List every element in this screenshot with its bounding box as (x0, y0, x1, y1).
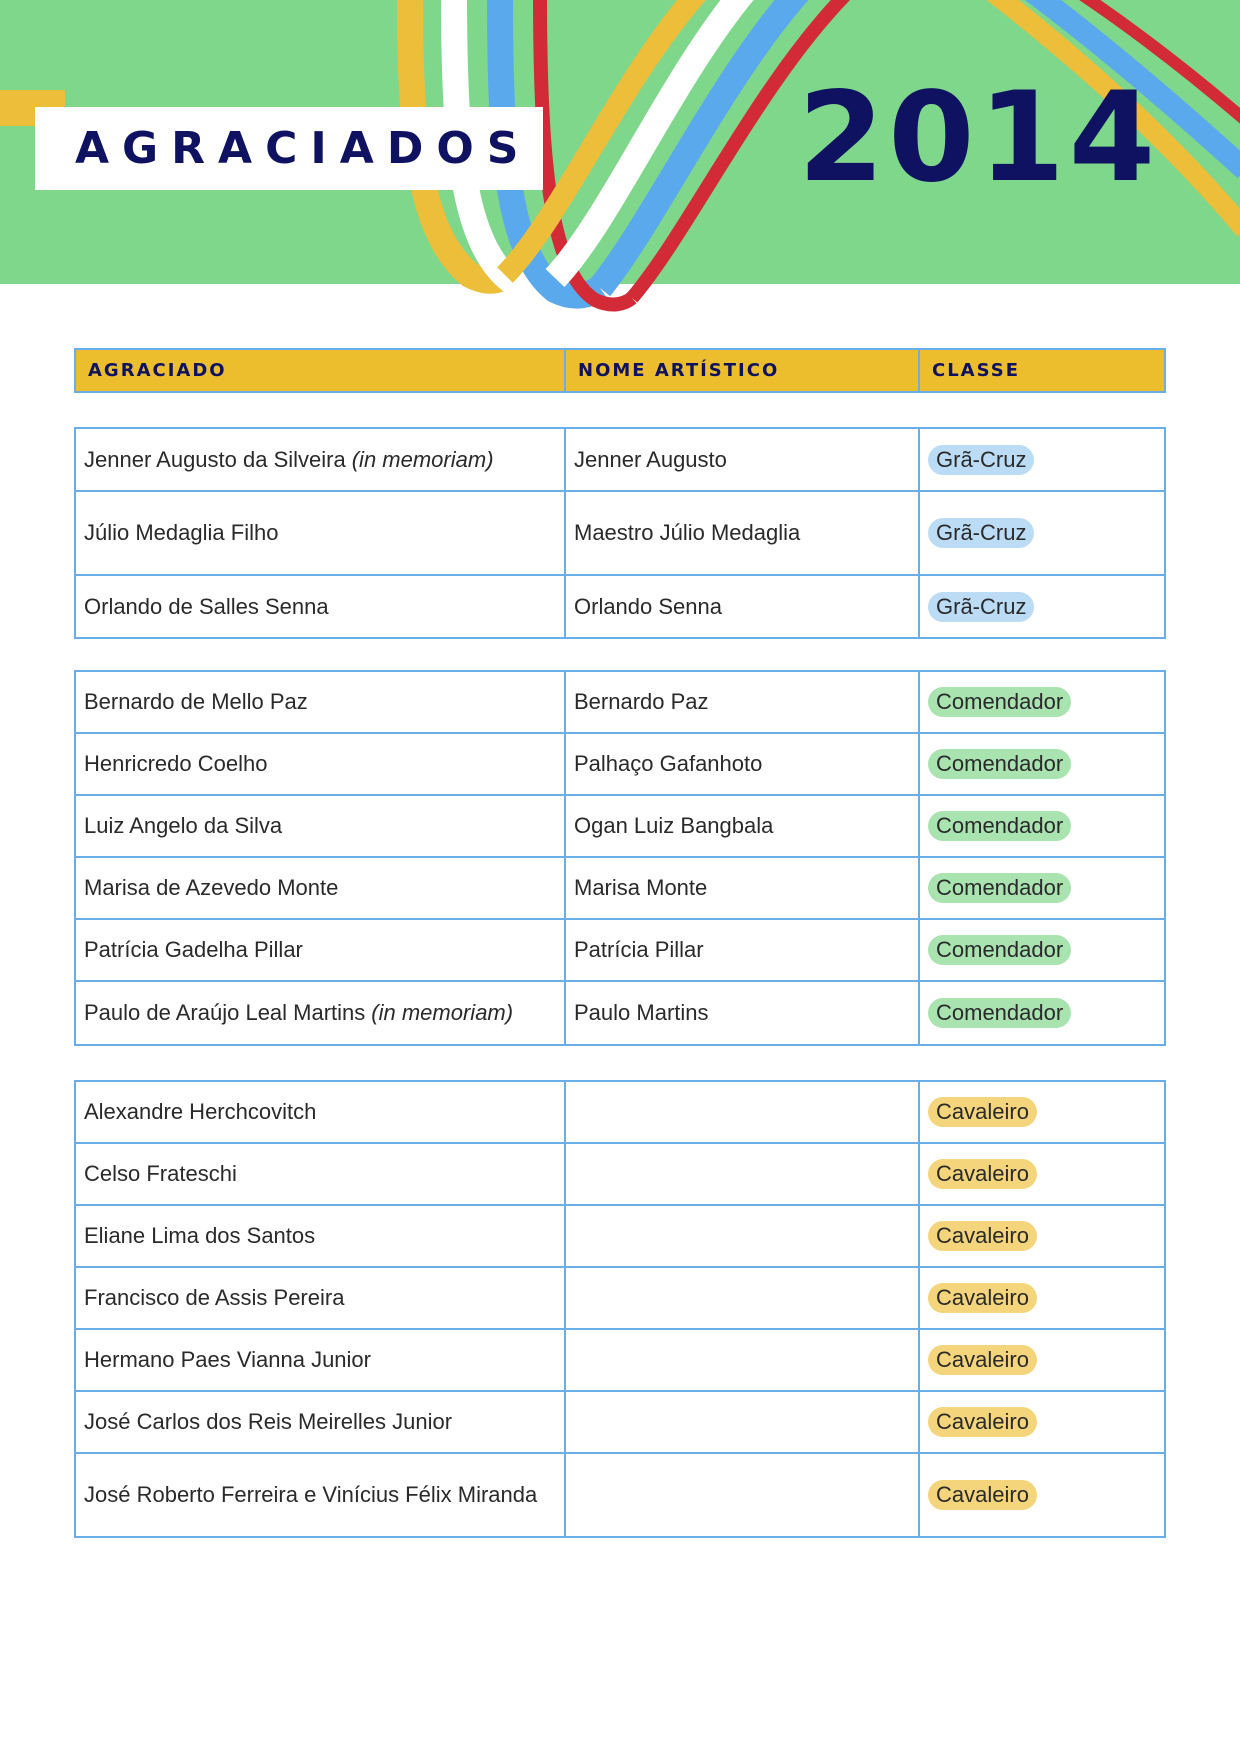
name-text: Paulo de Araújo Leal Martins (84, 1000, 366, 1025)
cell-agraciado: Orlando de Salles Senna (84, 593, 329, 619)
class-badge: Cavaleiro (928, 1159, 1037, 1189)
cell-classe (918, 429, 1164, 490)
class-badge: Comendador (928, 749, 1071, 779)
cell-nome-artistico (564, 1082, 918, 1142)
column-header-classe: CLASSE (918, 350, 1164, 391)
table-row (76, 858, 1164, 920)
cell-nome-artistico (564, 1330, 918, 1390)
cell-agraciado: Hermano Paes Vianna Junior (84, 1347, 371, 1372)
class-badge: Cavaleiro (928, 1221, 1037, 1251)
cell-agraciado: Júlio Medaglia Filho (84, 520, 279, 545)
memoriam-note: (in memoriam) (371, 1000, 514, 1025)
cell-agraciado: Patrícia Gadelha Pillar (84, 937, 303, 962)
cell-nome-artistico: Jenner Augusto (564, 429, 918, 490)
table-row (76, 1392, 1164, 1454)
cell-classe (918, 1392, 1164, 1452)
cell-nome-artistico (564, 1454, 918, 1536)
table-row (76, 1454, 1164, 1536)
cell-agraciado (76, 429, 564, 490)
name-text: Jenner Augusto da Silveira (84, 446, 346, 472)
cell-agraciado: Luiz Angelo da Silva (84, 813, 283, 838)
class-badge: Grã-Cruz (928, 592, 1034, 622)
table-group-comendador (74, 670, 1166, 1046)
page-title: AGRACIADOS (75, 123, 532, 174)
cell-nome-artistico (564, 1268, 918, 1328)
cell-classe (918, 576, 1164, 637)
cell-classe (918, 1454, 1164, 1536)
cell-nome-artistico: Orlando Senna (564, 576, 918, 637)
table-row (76, 982, 1164, 1044)
class-badge: Comendador (928, 873, 1071, 903)
cell-agraciado: Marisa de Azevedo Monte (84, 875, 339, 900)
cell-agraciado: Francisco de Assis Pereira (84, 1285, 345, 1310)
cell-nome-artistico (564, 1206, 918, 1266)
class-badge: Cavaleiro (928, 1283, 1037, 1313)
table-row (76, 1082, 1164, 1144)
table-row (76, 672, 1164, 734)
class-badge: Comendador (928, 998, 1071, 1028)
table-row (76, 920, 1164, 982)
title-box (35, 107, 543, 190)
class-badge: Cavaleiro (928, 1407, 1037, 1437)
cell-classe (918, 734, 1164, 794)
cell-agraciado (76, 982, 564, 1044)
table-row (76, 1206, 1164, 1268)
cell-classe (918, 1206, 1164, 1266)
memoriam-note: (in memoriam) (351, 446, 494, 472)
cell-classe (918, 672, 1164, 732)
table-row (76, 576, 1164, 637)
column-header-agraciado: AGRACIADO (88, 360, 227, 381)
cell-nome-artistico: Paulo Martins (564, 982, 918, 1044)
table-row (76, 429, 1164, 492)
cell-nome-artistico (564, 1392, 918, 1452)
column-header-nome-artistico: NOME ARTÍSTICO (564, 350, 918, 391)
cell-agraciado: Alexandre Herchcovitch (84, 1099, 317, 1124)
table-header (74, 348, 1166, 393)
cell-classe (918, 796, 1164, 856)
cell-nome-artistico: Bernardo Paz (564, 672, 918, 732)
cell-agraciado: Eliane Lima dos Santos (84, 1223, 316, 1248)
class-badge: Cavaleiro (928, 1480, 1037, 1510)
table-row (76, 1268, 1164, 1330)
class-badge: Cavaleiro (928, 1345, 1037, 1375)
class-badge: Grã-Cruz (928, 445, 1034, 475)
cell-classe (918, 1268, 1164, 1328)
class-badge: Comendador (928, 687, 1071, 717)
cell-classe (918, 920, 1164, 980)
cell-agraciado: José Carlos dos Reis Meirelles Junior (84, 1409, 453, 1434)
cell-nome-artistico: Palhaço Gafanhoto (564, 734, 918, 794)
class-badge: Cavaleiro (928, 1097, 1037, 1127)
cell-classe (918, 1330, 1164, 1390)
cell-classe (918, 1082, 1164, 1142)
class-badge: Comendador (928, 935, 1071, 965)
table-row (76, 796, 1164, 858)
table-group-gra-cruz (74, 427, 1166, 639)
cell-agraciado: Bernardo de Mello Paz (84, 689, 308, 714)
table-row (76, 1144, 1164, 1206)
cell-nome-artistico: Marisa Monte (564, 858, 918, 918)
cell-agraciado: Henricredo Coelho (84, 751, 268, 776)
cell-classe (918, 1144, 1164, 1204)
table-row (76, 1330, 1164, 1392)
cell-classe (918, 982, 1164, 1044)
table-group-cavaleiro (74, 1080, 1166, 1538)
cell-nome-artistico: Ogan Luiz Bangbala (564, 796, 918, 856)
year-heading: 2014 (798, 66, 1160, 210)
cell-nome-artistico: Patrícia Pillar (564, 920, 918, 980)
cell-agraciado: José Roberto Ferreira e Vinícius Félix Miranda (84, 1482, 538, 1507)
table-row (76, 734, 1164, 796)
table-row (76, 492, 1164, 576)
class-badge: Grã-Cruz (928, 518, 1034, 548)
cell-nome-artistico (564, 1144, 918, 1204)
cell-classe (918, 492, 1164, 574)
cell-nome-artistico: Maestro Júlio Medaglia (564, 492, 918, 574)
cell-classe (918, 858, 1164, 918)
cell-agraciado: Celso Frateschi (84, 1161, 237, 1186)
class-badge: Comendador (928, 811, 1071, 841)
